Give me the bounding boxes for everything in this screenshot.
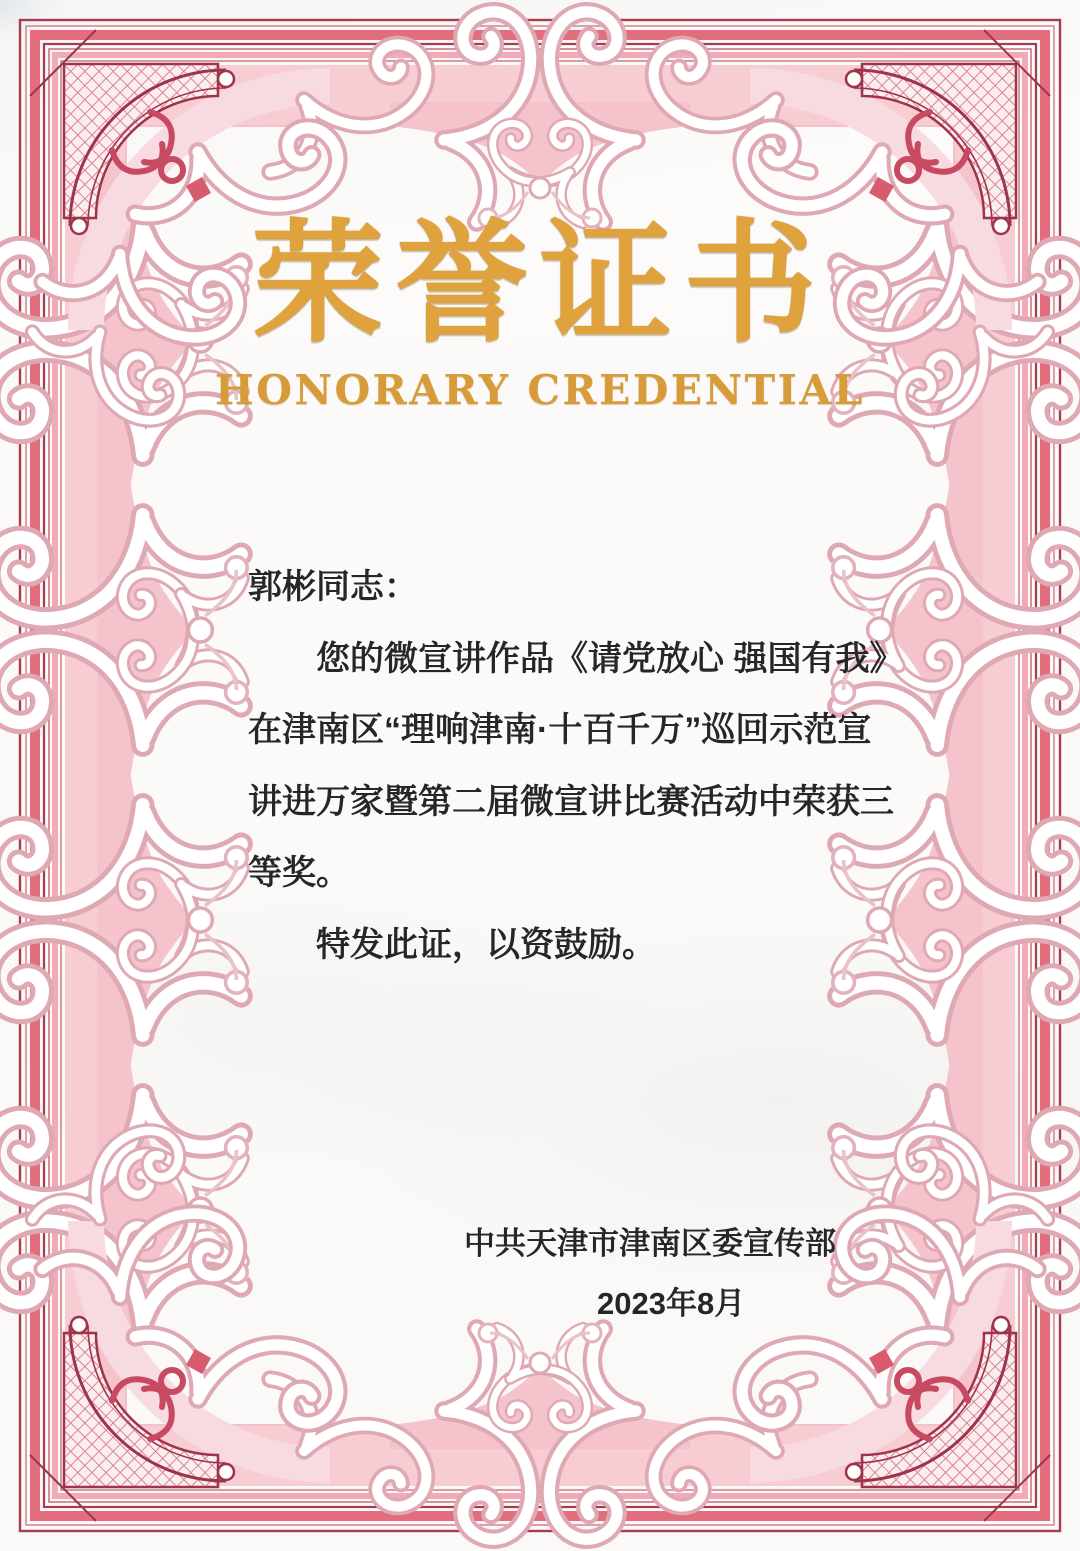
issue-date: 2023年8月 — [597, 1286, 746, 1321]
body-line: 等奖。 — [248, 854, 350, 892]
body-line: 在津南区“理响津南·十百千万”巡回示范宣 — [248, 711, 872, 749]
issuer-name: 中共天津市津南区委宣传部 — [464, 1226, 836, 1261]
body-line: 您的微宣讲作品《请党放心 强国有我》 — [316, 639, 904, 678]
body-line: 讲进万家暨第二届微宣讲比赛活动中荣获三 — [248, 782, 894, 821]
certificate-title-english: HONORARY CREDENTIAL — [215, 366, 865, 414]
recipient-salutation: 郭彬同志： — [248, 568, 418, 606]
certificate-body — [248, 552, 904, 981]
certificate-title-chinese: 荣誉证书 — [252, 206, 828, 361]
closing-line: 特发此证，以资鼓励。 — [316, 925, 656, 964]
